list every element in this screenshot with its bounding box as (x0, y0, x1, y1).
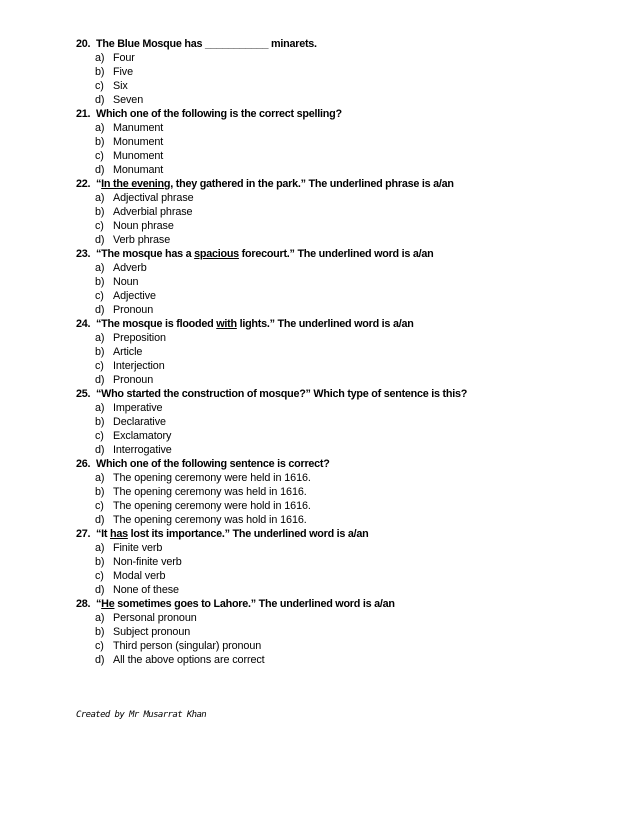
option-text: Manument (113, 122, 164, 134)
answer-option (76, 653, 616, 667)
question-number: 24. (76, 318, 91, 330)
option-text: Verb phrase (113, 234, 171, 246)
answer-option (76, 471, 616, 485)
answer-option (76, 373, 616, 387)
option-letter: a) (95, 542, 105, 554)
answer-option (76, 555, 616, 569)
option-text: Five (113, 66, 133, 78)
option-text: Finite verb (113, 542, 163, 554)
answer-option (76, 121, 616, 135)
question-text (76, 527, 616, 541)
option-letter: d) (95, 514, 105, 526)
question-part: “ (96, 598, 102, 610)
answer-option (76, 163, 616, 177)
question-part: lights.” The underlined word is a/an (236, 318, 414, 330)
option-text: Adverb (113, 262, 147, 274)
question-text (76, 107, 616, 121)
answer-option (76, 569, 616, 583)
answer-option (76, 485, 616, 499)
option-text: The opening ceremony was held in 1616. (113, 486, 307, 498)
option-letter: b) (95, 486, 105, 498)
option-letter: c) (95, 80, 104, 92)
option-text: Third person (singular) pronoun (113, 640, 262, 652)
option-letter: b) (95, 346, 105, 358)
question-part: forecourt.” The underlined word is a/an (238, 248, 434, 260)
option-letter: d) (95, 304, 105, 316)
answer-option (76, 541, 616, 555)
option-letter: d) (95, 234, 105, 246)
question-part: “Who started the construction of mosque?” Which type of sentence is this? (96, 388, 468, 400)
option-text: Article (113, 346, 143, 358)
option-letter: d) (95, 374, 105, 386)
option-letter: b) (95, 66, 105, 78)
question-number: 21. (76, 108, 91, 120)
option-letter: d) (95, 584, 105, 596)
answer-option (76, 205, 616, 219)
option-letter: b) (95, 276, 105, 288)
option-letter: a) (95, 472, 105, 484)
option-text: Adverbial phrase (113, 206, 193, 218)
option-text: Monumant (113, 164, 164, 176)
option-letter: a) (95, 332, 105, 344)
option-text: Pronoun (113, 304, 154, 316)
answer-option (76, 93, 616, 107)
underlined-text: He (101, 598, 115, 610)
option-text: The opening ceremony were hold in 1616. (113, 500, 311, 512)
option-text: Adjective (113, 290, 156, 302)
option-text: Preposition (113, 332, 166, 344)
answer-option (76, 275, 616, 289)
question-part: Which one of the following is the correct spelling? (96, 108, 342, 120)
question-text (76, 597, 616, 611)
option-letter: c) (95, 430, 104, 442)
question-part: “It (96, 528, 110, 540)
question-list (76, 37, 616, 667)
question-part: , they gathered in the park.” The underlined phrase is a/an (170, 178, 454, 190)
option-text: Monument (113, 136, 164, 148)
option-letter: d) (95, 94, 105, 106)
answer-option (76, 625, 616, 639)
option-text: None of these (113, 584, 179, 596)
answer-option (76, 639, 616, 653)
author-credit: Created by Mr Musarrat Khan (76, 710, 207, 720)
answer-option (76, 149, 616, 163)
answer-option (76, 79, 616, 93)
answer-option (76, 443, 616, 457)
answer-option (76, 219, 616, 233)
answer-option (76, 233, 616, 247)
option-letter: c) (95, 640, 104, 652)
underlined-text: In the evening (101, 178, 171, 190)
option-letter: b) (95, 626, 105, 638)
option-text: Modal verb (113, 570, 166, 582)
question-number: 28. (76, 598, 91, 610)
option-text: Noun (113, 276, 139, 288)
option-text: The opening ceremony were held in 1616. (113, 472, 311, 484)
question-part: lost its importance.” The underlined word is a/an (127, 528, 369, 540)
option-letter: b) (95, 416, 105, 428)
question-part: minarets. (268, 38, 317, 50)
option-text: Interjection (113, 360, 165, 372)
question-part: “The mosque has a (96, 248, 195, 260)
option-text: Declarative (113, 416, 166, 428)
answer-option (76, 261, 616, 275)
answer-option (76, 345, 616, 359)
answer-option (76, 65, 616, 79)
question-part: Which one of the following sentence is correct? (96, 458, 330, 470)
answer-option (76, 303, 616, 317)
underlined-text: spacious (194, 248, 239, 260)
underlined-text: has (110, 528, 128, 540)
option-text: Exclamatory (113, 430, 172, 442)
answer-option (76, 611, 616, 625)
question-text (76, 457, 616, 471)
answer-option (76, 51, 616, 65)
option-letter: b) (95, 206, 105, 218)
question-number: 20. (76, 38, 91, 50)
option-letter: a) (95, 52, 105, 64)
option-text: Noun phrase (113, 220, 174, 232)
option-letter: c) (95, 500, 104, 512)
option-text: Interrogative (113, 444, 172, 456)
answer-option (76, 513, 616, 527)
option-letter: b) (95, 556, 105, 568)
question-part: “ (96, 178, 102, 190)
underlined-text: with (216, 318, 237, 330)
question-part: ___________ (204, 38, 269, 50)
answer-option (76, 499, 616, 513)
question-text (76, 247, 616, 261)
option-text: The opening ceremony was hold in 1616. (113, 514, 307, 526)
option-text: Adjectival phrase (113, 192, 194, 204)
answer-option (76, 135, 616, 149)
option-text: Seven (113, 94, 144, 106)
question-text (76, 177, 616, 191)
option-letter: a) (95, 402, 105, 414)
option-letter: c) (95, 360, 104, 372)
question-number: 23. (76, 248, 91, 260)
answer-option (76, 583, 616, 597)
question-number: 22. (76, 178, 91, 190)
option-text: Six (113, 80, 128, 92)
question-number: 25. (76, 388, 91, 400)
option-letter: c) (95, 570, 104, 582)
question-number: 27. (76, 528, 91, 540)
answer-option (76, 331, 616, 345)
option-text: Non-finite verb (113, 556, 182, 568)
option-text: Four (113, 52, 135, 64)
question-number: 26. (76, 458, 91, 470)
answer-option (76, 191, 616, 205)
question-part: The Blue Mosque has (96, 38, 205, 50)
option-text: Personal pronoun (113, 612, 197, 624)
question-part: sometimes goes to Lahore.” The underlined word is a/an (114, 598, 395, 610)
option-letter: c) (95, 220, 104, 232)
question-text (76, 37, 616, 51)
question-text (76, 387, 616, 401)
question-part: “The mosque is flooded (96, 318, 217, 330)
option-letter: a) (95, 262, 105, 274)
option-letter: a) (95, 612, 105, 624)
option-text: Pronoun (113, 374, 154, 386)
option-letter: c) (95, 290, 104, 302)
answer-option (76, 429, 616, 443)
option-letter: c) (95, 150, 104, 162)
option-text: Subject pronoun (113, 626, 191, 638)
option-letter: a) (95, 192, 105, 204)
answer-option (76, 415, 616, 429)
option-text: Munoment (113, 150, 164, 162)
question-text (76, 317, 616, 331)
answer-option (76, 289, 616, 303)
option-letter: d) (95, 444, 105, 456)
answer-option (76, 359, 616, 373)
option-letter: d) (95, 164, 105, 176)
option-letter: a) (95, 122, 105, 134)
option-text: Imperative (113, 402, 163, 414)
option-letter: d) (95, 654, 105, 666)
option-text: All the above options are correct (113, 654, 265, 666)
option-letter: b) (95, 136, 105, 148)
answer-option (76, 401, 616, 415)
